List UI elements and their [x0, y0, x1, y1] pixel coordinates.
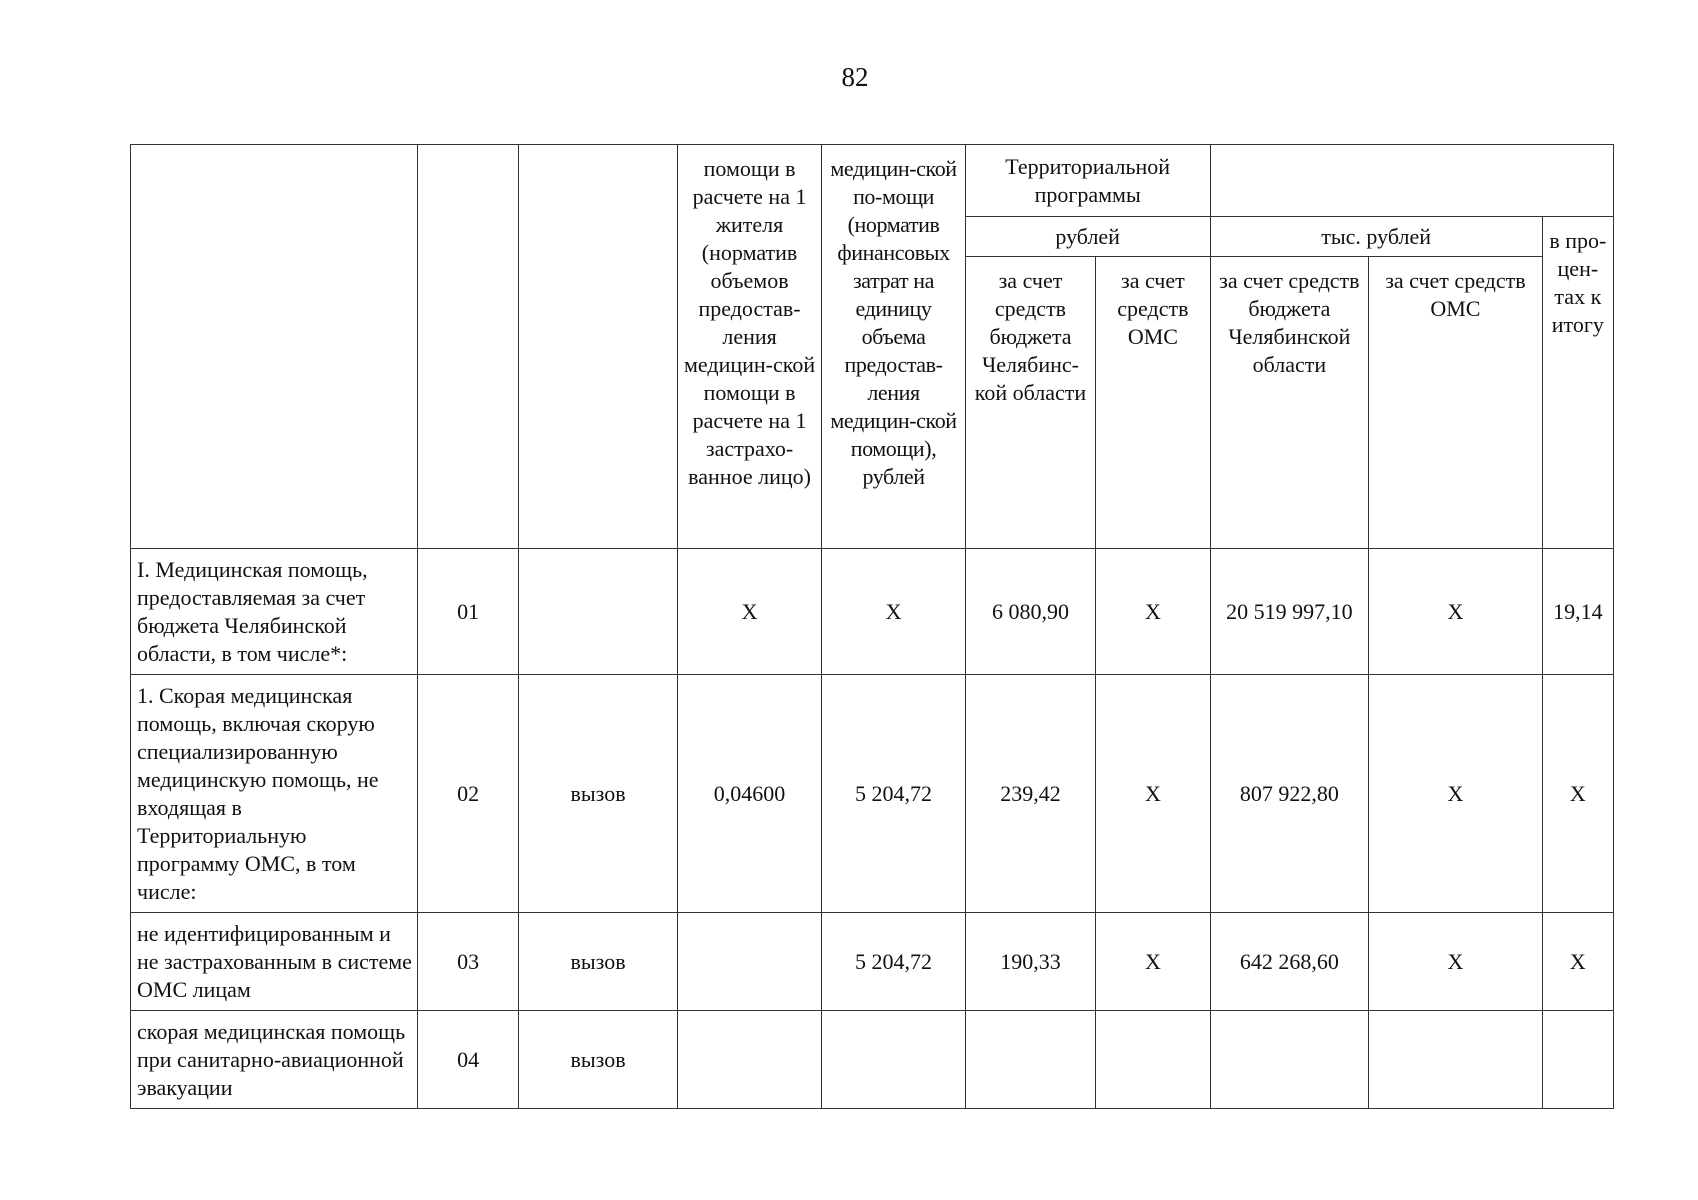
row-rub-budget: 190,33	[965, 913, 1095, 1011]
row-unit: вызов	[519, 1011, 678, 1109]
header-norm-volume: помощи в расчете на 1 жителя (норматив объемов предостав-ления медицин-ской помощи в расчете на 1 застрахо-ванное лицо)	[677, 145, 821, 549]
row-rub-oms: Х	[1096, 913, 1210, 1011]
budget-table	[130, 144, 1614, 1109]
row-thous-oms	[1369, 1011, 1543, 1109]
row-percent: 19,14	[1542, 549, 1613, 675]
row-rub-budget: 6 080,90	[965, 549, 1095, 675]
header-rubles: рублей	[965, 217, 1210, 257]
row-name: не идентифицированным и не застрахованным в системе ОМС лицам	[131, 913, 418, 1011]
header-code-cell	[417, 145, 518, 549]
row-code: 01	[417, 549, 518, 675]
row-norm-cost: 5 204,72	[822, 913, 965, 1011]
row-thous-oms: Х	[1369, 549, 1543, 675]
row-code: 04	[417, 1011, 518, 1109]
row-percent	[1542, 1011, 1613, 1109]
row-norm-volume	[677, 1011, 821, 1109]
row-code: 03	[417, 913, 518, 1011]
row-rub-budget: 239,42	[965, 675, 1095, 913]
row-norm-cost: Х	[822, 549, 965, 675]
row-norm-volume: 0,04600	[677, 675, 821, 913]
row-norm-volume: Х	[677, 549, 821, 675]
row-percent: Х	[1542, 675, 1613, 913]
row-norm-cost: 5 204,72	[822, 675, 965, 913]
header-row-1	[131, 145, 1614, 217]
header-thous-oms: за счет средств ОМС	[1369, 257, 1543, 549]
row-code: 02	[417, 675, 518, 913]
header-name-cell	[131, 145, 418, 549]
row-norm-cost	[822, 1011, 965, 1109]
header-rub-oms: за счет средств ОМС	[1096, 257, 1210, 549]
row-name: 1. Скорая медицинская помощь, включая скорую специализированную медицинскую помощь, не входящая в Территориальную программу ОМС, в том числе:	[131, 675, 418, 913]
row-thous-oms: Х	[1369, 675, 1543, 913]
row-thous-oms: Х	[1369, 913, 1543, 1011]
table-row	[131, 549, 1614, 675]
row-name: скорая медицинская помощь при санитарно-авиационной эвакуации	[131, 1011, 418, 1109]
row-thous-budget: 20 519 997,10	[1210, 549, 1369, 675]
row-unit: вызов	[519, 675, 678, 913]
row-unit	[519, 549, 678, 675]
header-rub-budget: за счет средств бюджета Челябинс-кой области	[965, 257, 1095, 549]
row-rub-budget	[965, 1011, 1095, 1109]
header-unit-cell	[519, 145, 678, 549]
row-unit: вызов	[519, 913, 678, 1011]
table-row	[131, 913, 1614, 1011]
row-name: I. Медицинская помощь, предоставляемая за счет бюджета Челябинской области, в том числе*:	[131, 549, 418, 675]
header-thous-budget: за счет средств бюджета Челябинской области	[1210, 257, 1369, 549]
row-rub-oms	[1096, 1011, 1210, 1109]
header-norm-cost: медицин-ской по-мощи (норматив финансовых затрат на единицу объема предостав-ления медицин-ской помощи), рублей	[822, 145, 965, 549]
table-row	[131, 1011, 1614, 1109]
header-thousand-rubles: тыс. рублей	[1210, 217, 1542, 257]
row-thous-budget: 807 922,80	[1210, 675, 1369, 913]
row-thous-budget: 642 268,60	[1210, 913, 1369, 1011]
row-percent: Х	[1542, 913, 1613, 1011]
header-percent: в про-цен-тах к итогу	[1542, 217, 1613, 549]
row-rub-oms: Х	[1096, 549, 1210, 675]
row-norm-volume	[677, 913, 821, 1011]
row-thous-budget	[1210, 1011, 1369, 1109]
table-row	[131, 675, 1614, 913]
page-number: 82	[841, 62, 869, 92]
header-blank-group	[1210, 145, 1613, 217]
row-rub-oms: Х	[1096, 675, 1210, 913]
header-territorial-program: Территориальной программы	[965, 145, 1210, 217]
